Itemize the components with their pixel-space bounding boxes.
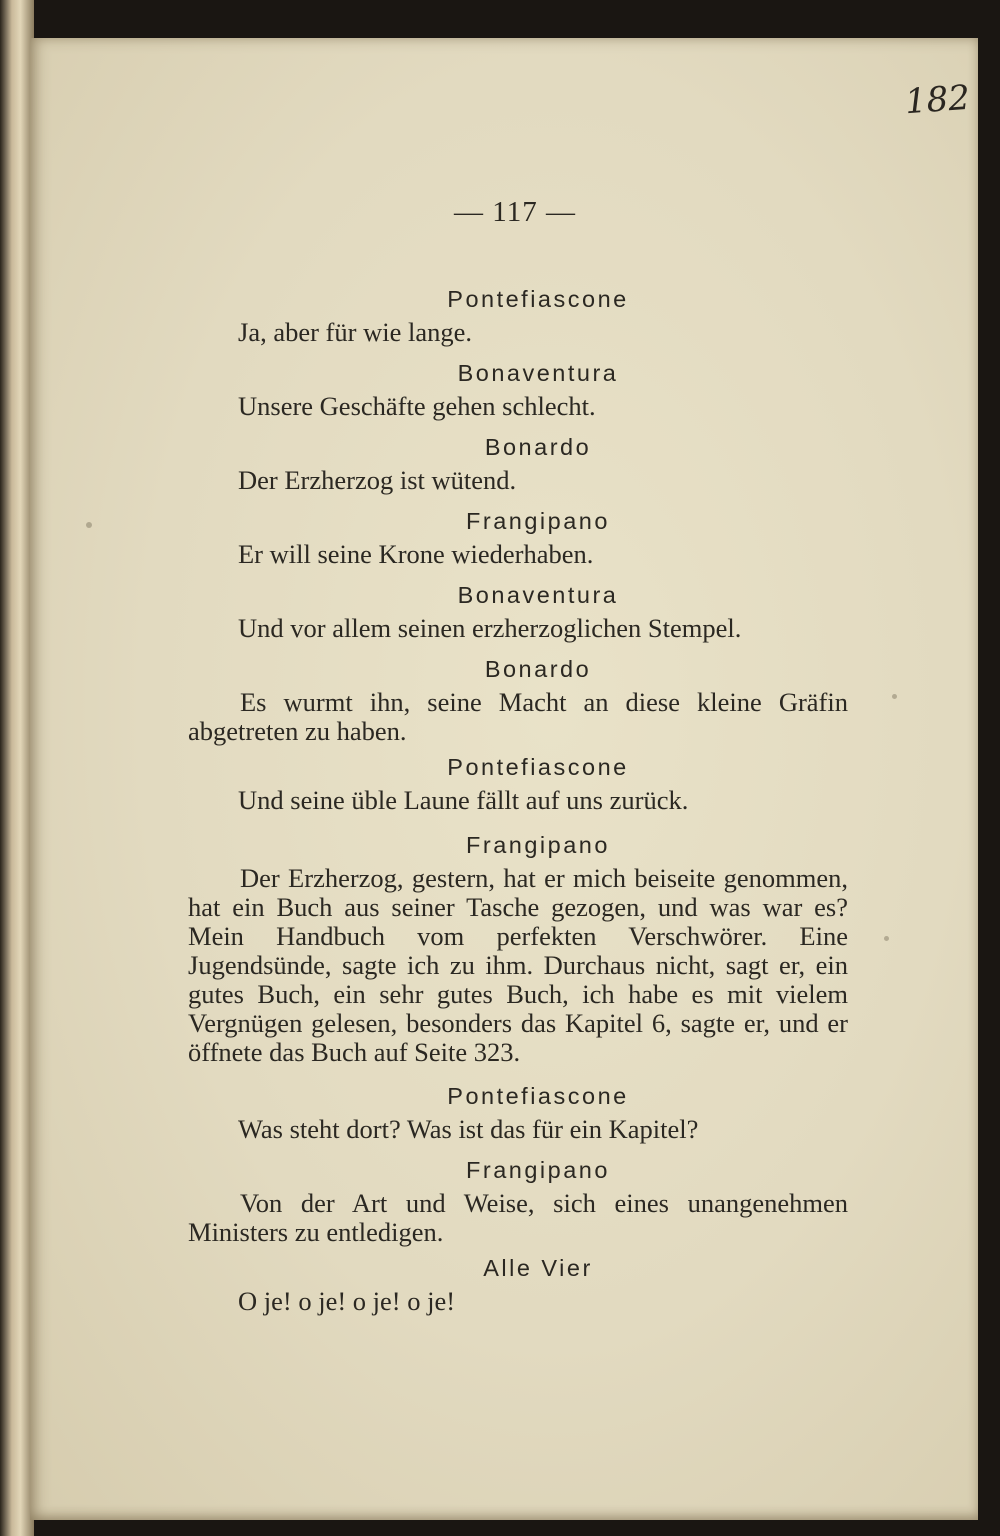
dialogue-line: O je! o je! o je! o je! (238, 1286, 456, 1316)
page-number: — 117 — (454, 196, 576, 228)
dialogue-line: Ja, aber für wie lange. (238, 317, 472, 347)
speaker-name: Pontefiascone (447, 286, 629, 312)
speaker-name: Frangipano (466, 1157, 610, 1183)
play-text (188, 282, 848, 1325)
handwritten-folio-number: 182 (903, 77, 972, 123)
dialogue-line: Unsere Geschäfte gehen schlecht. (238, 391, 596, 421)
dialogue-line: Er will seine Krone wiederhaben. (238, 539, 594, 569)
dialogue-paragraph: Von der Art und Weise, sich eines unangenehmen Ministers zu entledigen. (188, 1188, 848, 1247)
speaker-name: Bonardo (484, 434, 592, 460)
dialogue-line: Und seine üble Laune fällt auf uns zurück. (238, 785, 689, 815)
speaker-name: Bonardo (484, 656, 592, 682)
speaker-name: Pontefiascone (447, 1083, 629, 1109)
dialogue-line: Was steht dort? Was ist das für ein Kapitel? (238, 1114, 699, 1144)
dialogue-paragraph: Es wurmt ihn, seine Macht an diese kleine Gräfin abgetreten zu haben. (188, 687, 848, 746)
dialogue-line: Und vor allem seinen erzherzoglichen Stempel. (238, 613, 742, 643)
speaker-name: Pontefiascone (447, 754, 629, 780)
speaker-name: Bonaventura (457, 582, 619, 608)
speaker-name: Bonaventura (457, 360, 619, 386)
speaker-name: Frangipano (466, 508, 610, 534)
paper-speck (86, 522, 92, 528)
paper-speck (892, 694, 897, 699)
paper-speck (884, 936, 889, 941)
dialogue-paragraph: Der Erzherzog, gestern, hat er mich beiseite genommen, hat ein Buch aus seiner Tasche gezogen, und was war es? Mein Handbuch vom perfekten Verschwörer. Eine Jugendsünde, sagte ich zu ihm. Durchaus nicht, sagt er, ein gutes Buch, ein sehr gutes Buch, ich habe es mit vielem Vergnügen gelesen, besonders das Kapitel 6, sagte er, und er öffnete das Buch auf Seite 323. (188, 863, 848, 1067)
book-spine (0, 0, 34, 1536)
speaker-name: Alle Vier (483, 1255, 593, 1281)
dialogue-line: Der Erzherzog ist wütend. (238, 465, 517, 495)
speaker-name: Frangipano (466, 832, 610, 858)
